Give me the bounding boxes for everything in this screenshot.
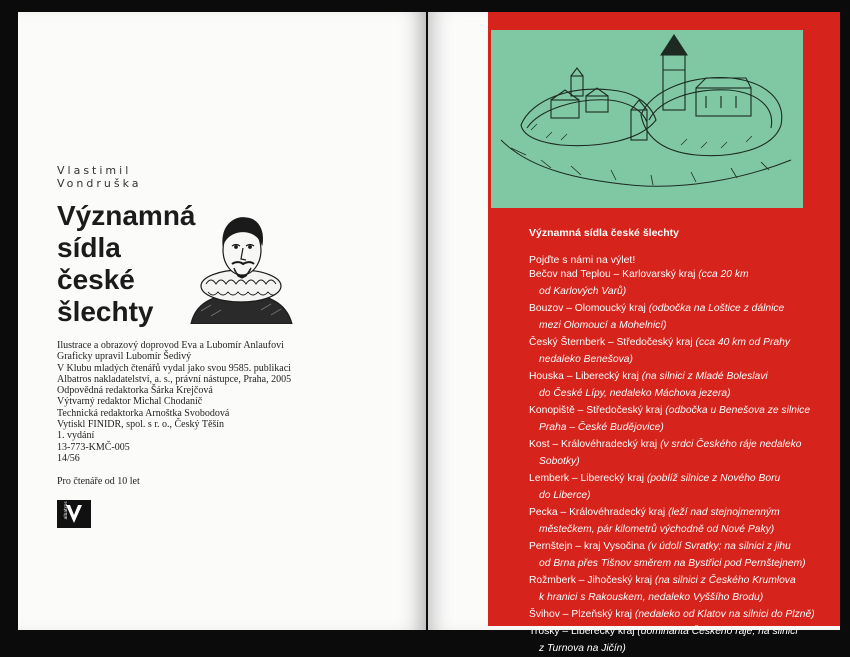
castle-drawing [491,30,803,208]
credit-line: 1. vydání [57,430,95,442]
list-item: Kost – Královéhradecký kraj (v srdci Českého ráje nedaleko Sobotky) [529,439,802,467]
author-last-name: Vondruška [57,177,142,190]
credit-line: Výtvarný redaktor Michal Chodaníč [57,396,203,408]
credit-line: 13-773-KMČ-005 [57,441,130,453]
title-line: Významná [57,200,196,231]
publisher-name: albatros [64,501,69,520]
list-item: Švihov – Plzeňský kraj (nedaleko od Klatov na silnici do Plzně) [529,609,815,620]
credit-line: Odpovědná redaktorka Šárka Krejčová [57,385,213,397]
intro-text: Pojďte s námi na výlet! [529,254,636,266]
list-item: Rožmberk – Jihočeský kraj (na silnici z Českého Krumlova k hranici s Rakouskem, nedaleko Vyššího Brodu) [529,575,796,603]
list-item: Pernštejn – kraj Vysočina (v údolí Svratky; na silnici z jihu od Brna přes Tišnov směrem na Bystřici pod Pernštejnem) [529,541,806,569]
list-item: Houska – Liberecký kraj (na silnici z Mladé Boleslavi do České Lípy, nedaleko Máchova jezera) [529,371,768,399]
publication-credits [57,340,291,464]
title-line: šlechty [57,296,154,327]
list-item: Bouzov – Olomoucký kraj (odbočka na Loštice z dálnice mezi Olomoucí a Mohelnicí) [529,303,785,331]
section-heading: Významná sídla české šlechty [529,227,679,239]
credit-line: Technická redaktorka Arnoštka Svobodová [57,407,230,419]
list-item: Lemberk – Liberecký kraj (poblíž silnice z Nového Boru do Liberce) [529,473,781,501]
title-line: sídla [57,232,121,263]
book-title [57,200,196,328]
list-item: Bečov nad Teplou – Karlovarský kraj (cca 20 km od Karlových Varů) [529,269,749,297]
castle-illustration [491,30,803,208]
list-item: Trosky – Liberecký kraj (dominanta Českého ráje; na silnici z Turnova na Jičín) [529,626,798,654]
age-recommendation: Pro čtenáře od 10 let [57,476,140,487]
credit-line: Albatros nakladatelství, a. s., právní nástupce, Praha, 2005 [57,373,292,385]
nobleman-portrait [186,206,296,324]
title-line: české [57,264,135,295]
list-item: Konopiště – Středočeský kraj (odbočka u Benešova ze silnice Praha – České Budějovice) [529,405,811,433]
list-item: Pecka – Královéhradecký kraj (leží nad stejnojmenným městečkem, pár kilometrů východně od Nové Paky) [529,507,780,535]
albatros-logo-icon [57,500,91,528]
credit-line: Ilustrace a obrazový doprovod Eva a Lubomír Anlaufovi [57,340,284,351]
castle-list [529,266,834,657]
credit-line: Vytiskl FINIDR, spol. s r. o., Český Těšín [57,419,225,431]
credit-line: 14/56 [57,452,80,464]
list-item: Český Šternberk – Středočeský kraj (cca 40 km od Prahy nedaleko Benešova) [529,337,790,365]
author-first-name: Vlastimil [57,164,132,177]
credit-line: V Klubu mladých čtenářů vydal jako svou 9585. publikaci [57,362,291,374]
credit-line: Graficky upravil Lubomír Šedivý [57,351,192,363]
